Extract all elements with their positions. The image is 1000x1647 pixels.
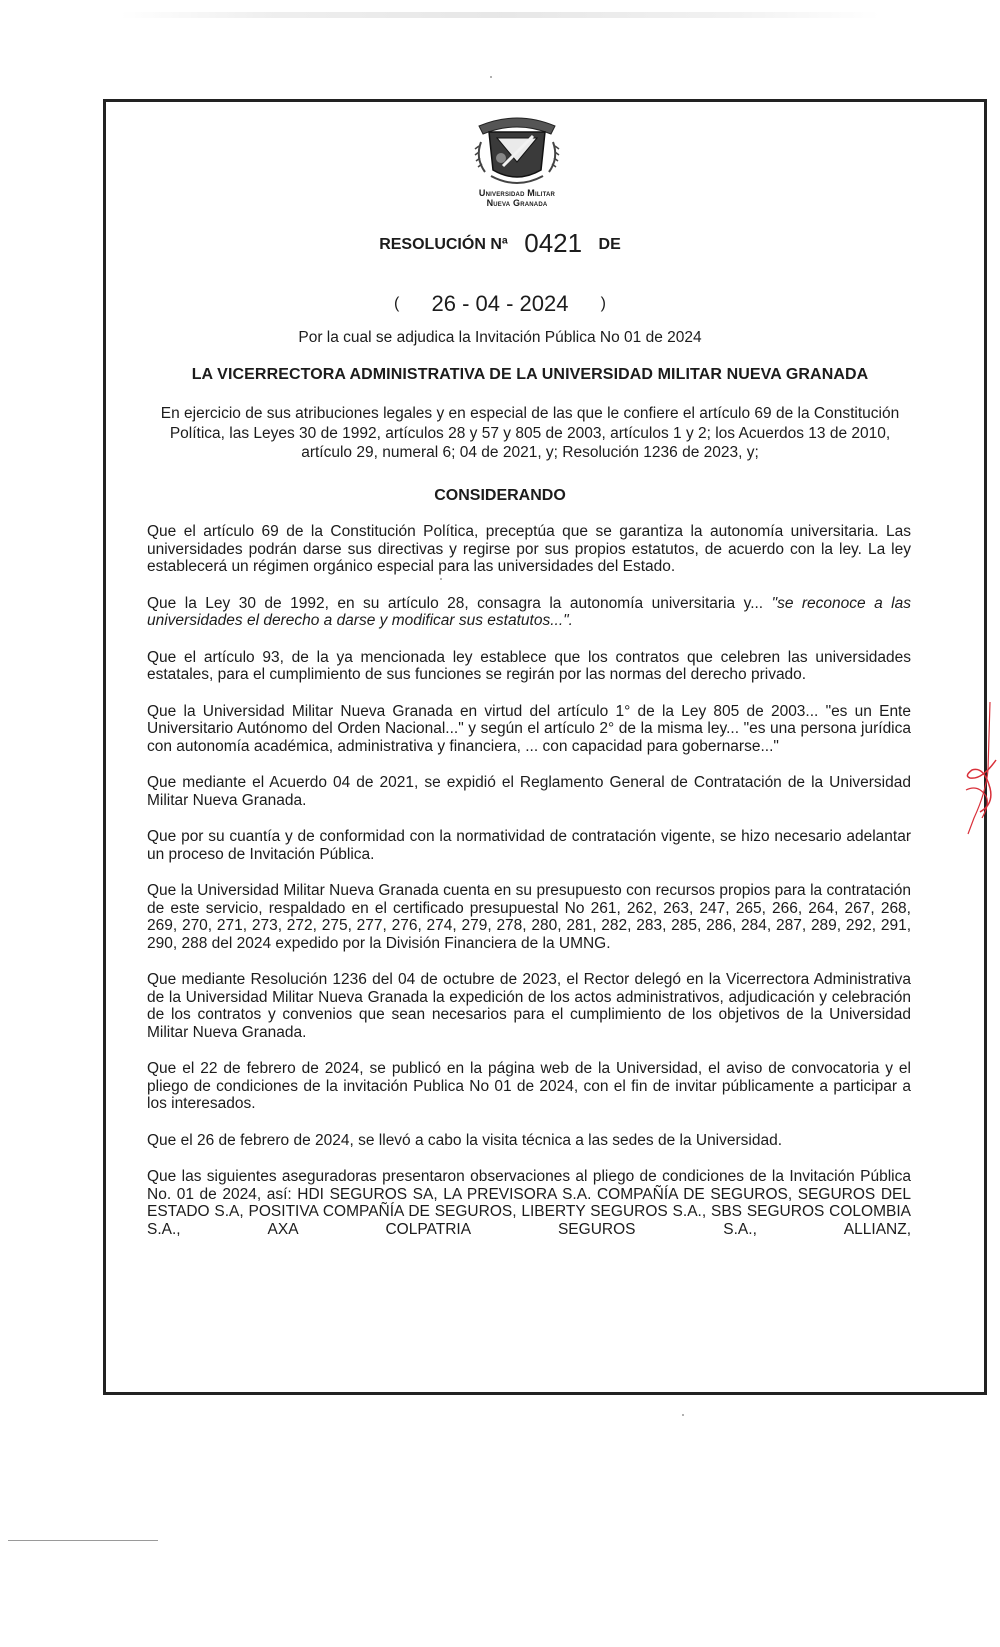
resolution-heading bbox=[0, 228, 1000, 259]
paragraph-1: Que el artículo 69 de la Constitución Política, preceptúa que se garantiza la autonomía universitaria. Las universidades podrán darse sus directivas y regirse por sus propios estatutos, de acuerdo con la ley. La ley establecerá un régimen orgánico especial para las universidades del Estado. bbox=[147, 523, 911, 575]
resolution-label: RESOLUCIÓN Nª bbox=[379, 236, 508, 253]
resolution-number: 0421 bbox=[524, 228, 583, 258]
crest-icon bbox=[467, 112, 567, 192]
scan-header-smudge bbox=[120, 12, 880, 18]
scan-speck bbox=[440, 578, 442, 580]
paragraph-3: Que el artículo 93, de la ya mencionada ley establece que los contratos que celebren las universidades estatales, para el cumplimiento de sus funciones se regirán por las normas del derecho privado. bbox=[147, 648, 911, 683]
red-signature-mark-icon bbox=[960, 700, 1000, 850]
paragraph-7: Que la Universidad Militar Nueva Granada cuenta en su presupuesto con recursos propios para la contratación de este servicio, respaldado en el certificado presupuestal No 261, 262, 263, 247, 265, 266, 264, 267, 268, 269, 270, 271, 273, 272, 275, 277, 276, 274, 279, 278, 280, 281, 282, 283, 285, 286, 284, 287, 289, 292, 291, 290, 288 del 2024 expedido por la División Financiera de la UMNG. bbox=[147, 882, 911, 952]
resolution-date bbox=[0, 291, 1000, 317]
intro-paragraph: En ejercicio de sus atribuciones legales y en especial de las que le confiere el artículo 69 de la Constitución Política, las Leyes 30 de 1992, artículos 28 y 57 y 805 de 2003, artículos 1 y 2; los Acuerdos 13 de 2010, artículo 29, numeral 6; 04 de 2021, y; Resolución 1236 de 2023, y; bbox=[160, 405, 900, 461]
scan-speck bbox=[682, 1414, 684, 1416]
issuing-authority: LA VICERRECTORA ADMINISTRATIVA DE LA UNIVERSIDAD MILITAR NUEVA GRANADA bbox=[191, 366, 869, 383]
paragraph-4: Que la Universidad Militar Nueva Granada en virtud del artículo 1° de la Ley 805 de 2003... "es un Ente Universitario Autónomo del Orden Nacional..." y según el artículo 2° de la misma ley... "es una persona jurídica con autonomía académica, administrativa y financiera, ... con capacidad para gobernarse..." bbox=[147, 702, 911, 755]
paragraph-9: Que el 22 de febrero de 2024, se publicó en la página web de la Universidad, el aviso de convocatoria y el pliego de condiciones de la invitación Publica No 01 de 2024, con el fin de invitar públicamente a participar a los interesados. bbox=[147, 1060, 911, 1112]
resolution-suffix: DE bbox=[598, 236, 621, 253]
date-paren-open: ( bbox=[394, 295, 400, 312]
considerando-body bbox=[147, 523, 911, 1257]
crest-caption bbox=[430, 188, 604, 208]
crest-caption-line2: Nueva Granada bbox=[486, 198, 548, 208]
date-value: 26 - 04 - 2024 bbox=[431, 291, 569, 316]
date-paren-close: ) bbox=[600, 295, 606, 312]
paragraph-5: Que mediante el Acuerdo 04 de 2021, se expidió el Reglamento General de Contratación de la Universidad Militar Nueva Granada. bbox=[147, 774, 911, 809]
paragraph-10: Que el 26 de febrero de 2024, se llevó a cabo la visita técnica a las sedes de la Universidad. bbox=[147, 1131, 783, 1149]
paragraph-2-quote: "se reconoce a las universidades el derecho a darse y modificar sus estatutos...". bbox=[147, 594, 911, 629]
considerando-heading: CONSIDERANDO bbox=[434, 487, 566, 504]
paragraph-2 bbox=[147, 595, 911, 630]
paragraph-2-text: Que la Ley 30 de 1992, en su artículo 28, consagra la autonomía universitaria y... bbox=[147, 594, 772, 612]
scan-edge-line bbox=[8, 1540, 158, 1541]
scan-speck bbox=[490, 76, 492, 78]
paragraph-8: Que mediante Resolución 1236 del 04 de octubre de 2023, el Rector delegó en la Vicerrectora Administrativa de la Universidad Militar Nueva Granada la expedición de los actos administrativos, adjudicación y celebración de los contratos y convenios que sean necesarios para el cumplimiento de los objetivos de la Universidad Militar Nueva Granada. bbox=[147, 971, 911, 1041]
resolution-subtitle: Por la cual se adjudica la Invitación Pública No 01 de 2024 bbox=[298, 329, 702, 346]
crest-caption-line1: Universidad Militar bbox=[478, 188, 556, 198]
paragraph-11: Que las siguientes aseguradoras presentaron observaciones al pliego de condiciones de la Invitación Pública No. 01 de 2024, así: HDI SEGUROS SA, LA PREVISORA S.A. COMPAÑÍA DE SEGUROS, SEGUROS DEL ESTADO S.A, POSITIVA COMPAÑÍA DE SEGUROS, LIBERTY SEGUROS S.A., SBS SEGUROS COLOMBIA S.A., AXA COLPATRIA SEGUROS S.A., ALLIANZ, bbox=[147, 1168, 911, 1238]
paragraph-6: Que por su cuantía y de conformidad con la normatividad de contratación vigente, se hizo necesario adelantar un proceso de Invitación Pública. bbox=[147, 828, 911, 863]
